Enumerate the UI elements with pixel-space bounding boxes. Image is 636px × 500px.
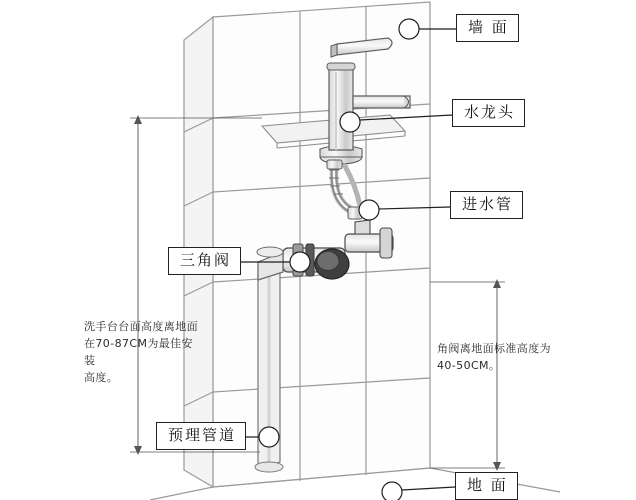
callout-label-preset-pipe[interactable]: 预理管道 (156, 422, 246, 450)
note-valve-height: 角阀离地面标准高度为 40-50CM。 (437, 342, 551, 373)
callout-label-angle-valve[interactable]: 三角阀 (168, 247, 241, 275)
callout-label-floor[interactable]: 地 面 (455, 472, 518, 500)
note-counter-height: 洗手台台面高度离地面 在70-87CM为最佳安装 高度。 (84, 320, 198, 385)
callout-label-inlet-pipe[interactable]: 进水管 (450, 191, 523, 219)
callout-label-wall[interactable]: 墙 面 (456, 14, 519, 42)
callout-label-faucet[interactable]: 水龙头 (452, 99, 525, 127)
